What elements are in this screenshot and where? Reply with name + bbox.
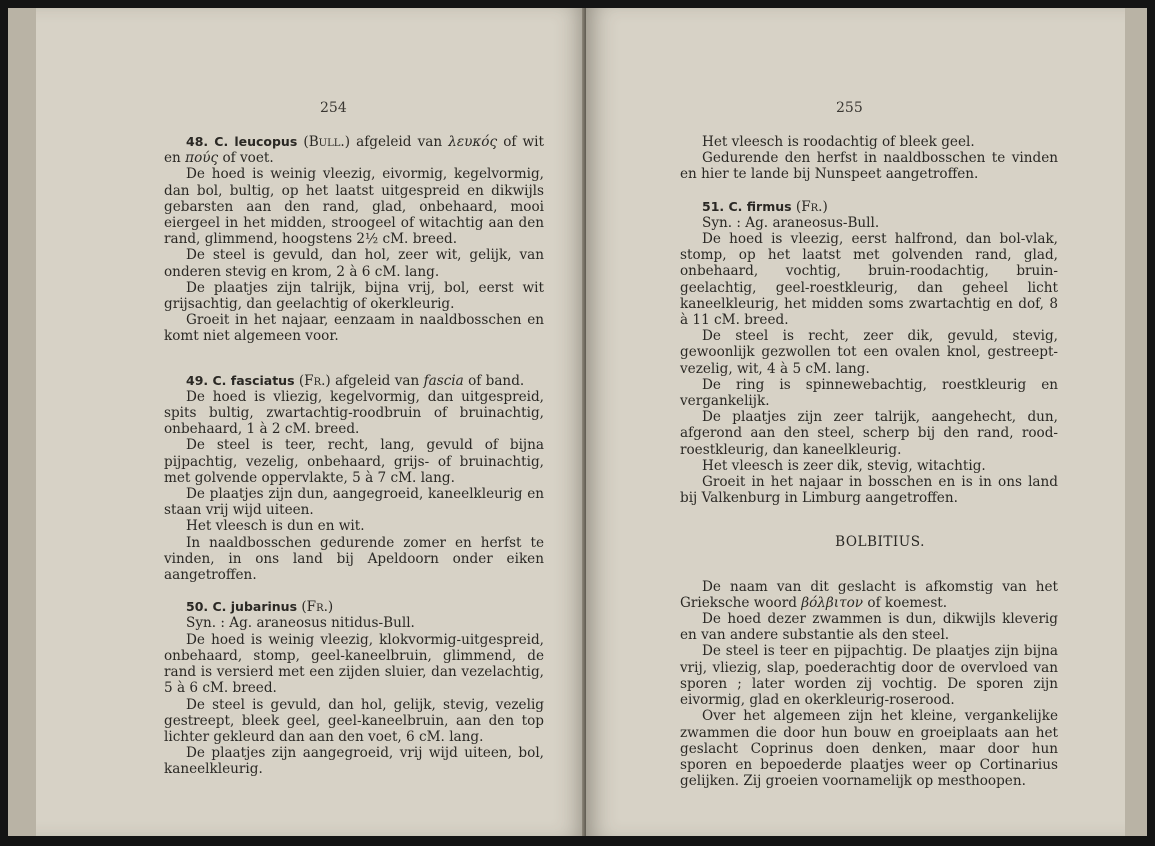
paragraph: De steel is gevuld, dan hol, gelijk, stevig, vezelig gestreept, bleek geel, geel-kaneelbruin, aan den top lichter gekleurd dan aan den voet, 6 cM. lang. <box>164 696 544 745</box>
right-page-text <box>680 134 1058 789</box>
entry-number: 48. <box>186 134 209 149</box>
author: (Bull.) <box>303 134 351 150</box>
paragraph: De hoed is vliezig, kegelvormig, dan uitgespreid, spits bultig, zwartachtig-roodbruin of bruinachtig, onbehaard, 1 à 2 cM. breed. <box>164 388 544 438</box>
paragraph: Het vleesch is roodachtig of bleek geel. <box>702 134 975 150</box>
entry-number: 49. <box>186 372 209 388</box>
species-name: C. jubarinus <box>212 599 298 615</box>
species-name: C. firmus <box>728 198 792 214</box>
entry-48-heading: 48. C. leucopus (Bull.) afgeleid van λευκός of wit en πούς of voet. <box>164 134 544 167</box>
paragraph: Het vleesch is dun en wit. <box>186 518 365 535</box>
paragraph: De hoed dezer zwammen is dun, dikwijls kleverig en van andere substantie als den steel. <box>680 611 1058 644</box>
right-page <box>586 8 1147 836</box>
paragraph: De plaatjes zijn aangegroeid, vrij wijd uiteen, bol, kaneelkleurig. <box>164 745 544 778</box>
entry-51-heading <box>680 199 1058 215</box>
page-number-left: 254 <box>320 100 347 116</box>
paragraph: De hoed is vleezig, eerst halfrond, dan bol-vlak, stomp, op het laatst met golvenden rand, glad, onbehaard, vochtig, bruin-roodachtig, bruin-geelachtig, geel-roestkleurig, dan geheel licht kaneelkleurig, het midden soms zwartachtig en dof, 8 à 11 cM. breed. <box>680 231 1058 329</box>
greek-word: πούς <box>185 150 219 167</box>
greek-word: λευκός <box>448 134 498 150</box>
author: (Fr.) <box>298 372 331 389</box>
species-name: C. leucopus <box>214 134 298 149</box>
paragraph: Gedurende den herfst in naaldbosschen te vinden en hier te lande bij Nunspeet aangetroffen. <box>680 150 1058 183</box>
paragraph: De plaatjes zijn dun, aangegroeid, kaneelkleurig en staan vrij wijd uiteen. <box>164 486 544 519</box>
author: (Fr.) <box>795 198 828 215</box>
paragraph: De steel is teer en pijpachtig. De plaatjes zijn bijna vrij, vliezig, slap, poederachtig door de overvloed van sporen ; later worden zij vochtig. De sporen zijn eivormig, glad en okerkleurig-roserood. <box>680 643 1058 709</box>
entry-number: 51. <box>702 198 725 214</box>
paragraph: De plaatjes zijn zeer talrijk, aangehecht, dun, afgerond aan den steel, scherp bij den rand, rood-roestkleurig, dan kaneelkleurig. <box>680 409 1058 458</box>
greek-word: βόλβιτον <box>801 594 864 611</box>
paragraph: Groeit in het najaar, eenzaam in naaldbosschen en komt niet algemeen voor. <box>164 312 544 345</box>
paragraph: De hoed is weinig vleezig, eivormig, kegelvormig, dan bol, bultig, op het laatst uitgespreid en dikwijls gebarsten aan den rand, glad, onbehaard, mooi eiergeel in het midden, stroogeel of witachtig aan den rand, glimmend, hoogstens 2½ cM. breed. <box>164 166 544 248</box>
paragraph: De ring is spinnewebachtig, roestkleurig en vergankelijk. <box>680 376 1058 410</box>
paragraph: De plaatjes zijn talrijk, bijna vrij, bol, eerst wit grijsachtig, dan geelachtig of okerkleurig. <box>164 279 544 313</box>
genus-etymology: De naam van dit geslacht is afkomstig van het Grieksche woord βόλβιτον of koemest. <box>680 578 1058 611</box>
synonym: Syn. : Ag. araneosus nitidus-Bull. <box>186 615 415 632</box>
entry-50-heading <box>164 599 544 615</box>
left-page <box>8 8 586 836</box>
paragraph: Over het algemeen zijn het kleine, vergankelijke zwammen die door hun bouw en groeiplaats aan het geslacht Coprinus doen denken, maar door hun sporen en bepoederde plaatjes weer op Cortinarius gelijken. Zij groeien voornamelijk op mesthoopen. <box>680 708 1058 790</box>
entry-49-heading: 49. C. fasciatus (Fr.) afgeleid van fascia of band. <box>186 372 525 389</box>
paragraph: Groeit in het najaar in bosschen en is in ons land bij Valkenburg in Limburg aangetroffen. <box>680 474 1058 507</box>
paragraph: De steel is gevuld, dan hol, zeer wit, gelijk, van onderen stevig en krom, 2 à 6 cM. lang. <box>164 247 544 280</box>
author: (Fr.) <box>301 599 334 616</box>
paragraph: De hoed is weinig vleezig, klokvormig-uitgespreid, onbehaard, stomp, geel-kaneelbruin, glimmend, de rand is versierd met een zijden sluier, dan vezelachtig, 5 à 6 cM. breed. <box>164 631 544 697</box>
paragraph: Het vleesch is zeer dik, stevig, witachtig. <box>702 457 986 474</box>
paragraph: De steel is teer, recht, lang, gevuld of bijna pijpachtig, vezelig, onbehaard, grijs- of bruinachtig, met golvende oppervlakte, 5 à 7 cM. lang. <box>164 437 544 486</box>
paragraph: In naaldbosschen gedurende zomer en herfst te vinden, in ons land bij Apeldoorn onder eiken aangetroffen. <box>164 534 544 584</box>
species-name: C. fasciatus <box>212 372 295 388</box>
paragraph: De steel is recht, zeer dik, gevuld, stevig, gewoonlijk gezwollen tot een ovalen knol, gestreept-vezelig, wit, 4 à 5 cM. lang. <box>680 328 1058 377</box>
page-number-right: 255 <box>836 100 863 116</box>
synonym: Syn. : Ag. araneosus-Bull. <box>702 214 880 231</box>
latin-word: fascia <box>423 372 464 389</box>
genus-title: BOLBITIUS. <box>835 534 925 551</box>
entry-number: 50. <box>186 599 209 615</box>
left-page-text <box>164 134 544 778</box>
